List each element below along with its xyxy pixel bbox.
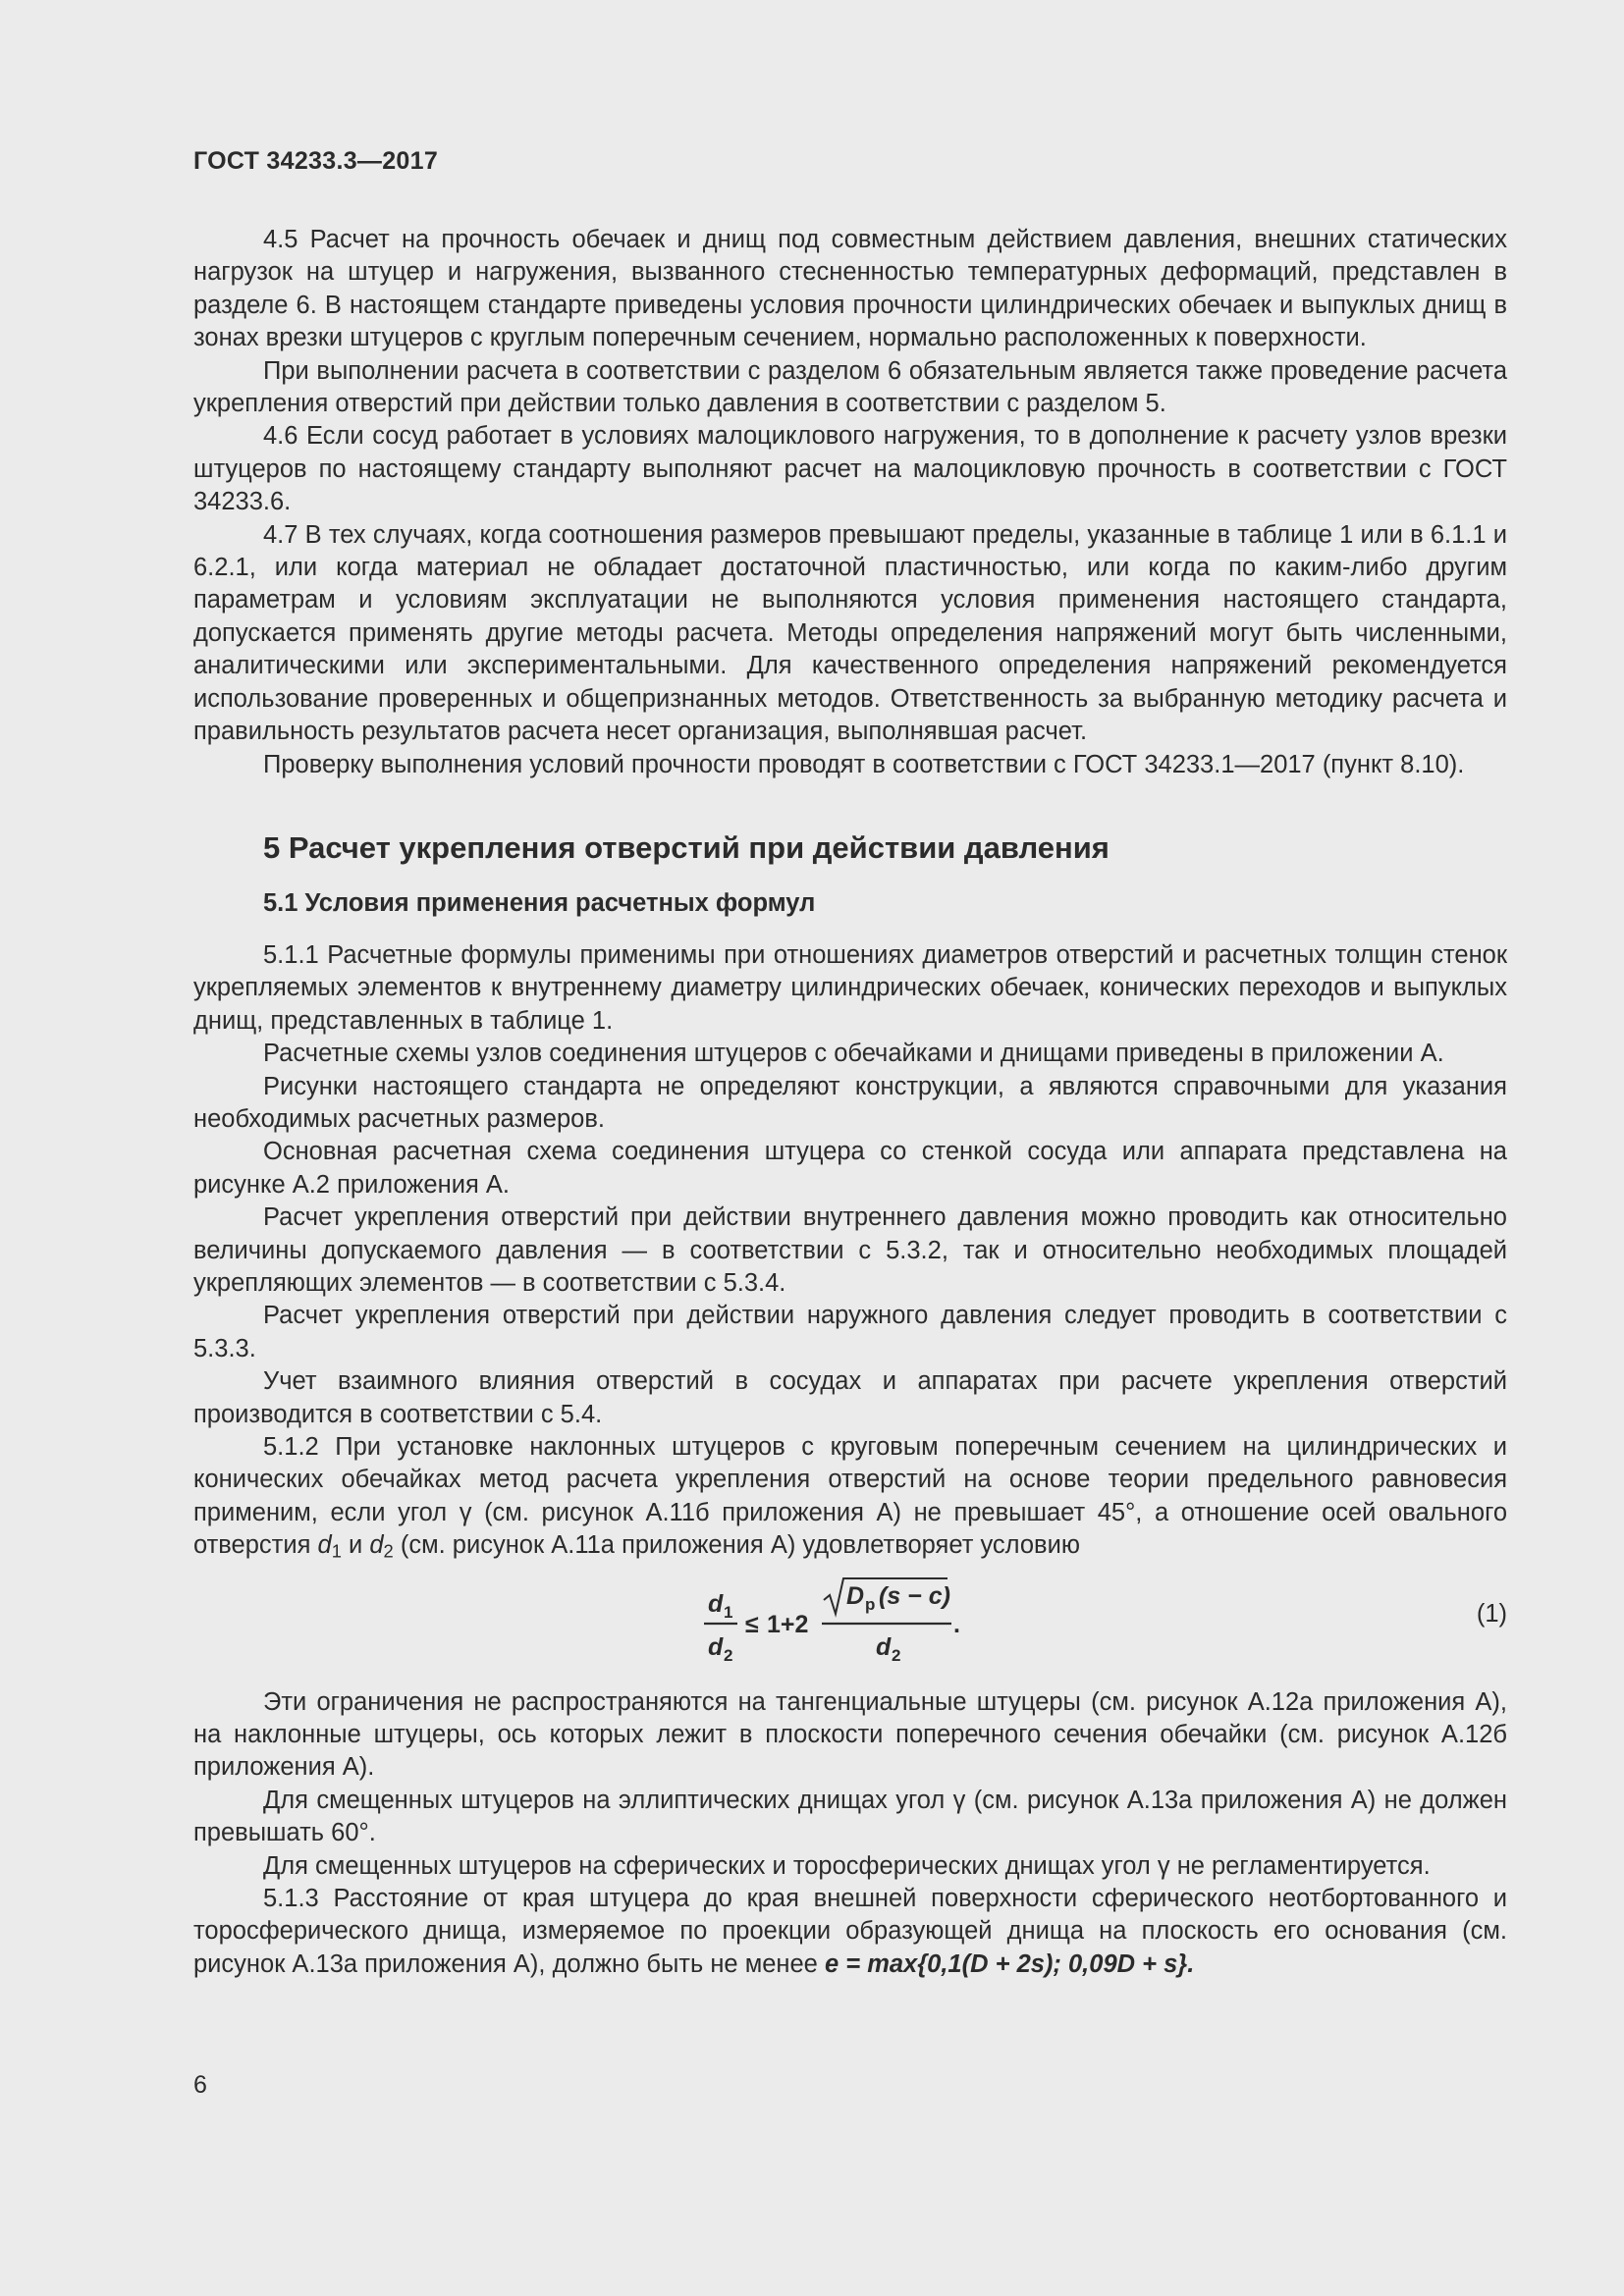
paragraph: 4.6 Если сосуд работает в условиях малоциклового нагружения, то в дополнение к расчету узлов врезки штуцеров по настоящему стандарту выполняют расчет на малоцикловую прочность в соответствии с ГОСТ 34233.6. [193,422,1507,516]
formula-graphic [704,1571,1215,1669]
subsection-title: 5.1 Условия применения расчетных формул [263,888,816,917]
rhs-constant: 1+2 [767,1610,809,1638]
var-d1: d [317,1531,332,1560]
paragraph: 5.1.1 Расчетные формулы применимы при отношениях диаметров отверстий и расчетных толщин стенок укрепляемых элементов к внутреннему диаметру цилиндрических обечаек, конических переходов и выпуклых днищ, представленных в таблице 1. [193,940,1507,1035]
frac-num-sub: 1 [724,1602,733,1622]
frac2-den-sub: 2 [892,1645,901,1665]
paragraph: Учет взаимного влияния отверстий в сосудах и аппаратах при расчете укрепления отверстий производится в соответствии с 5.4. [193,1367,1507,1428]
paragraph-5-1-2: 5.1.2 При установке наклонных штуцеров с круговым поперечным сечением на цилиндрических и конических обечайках метод расчета укрепления отверстий на основе теории предельного равновесия применим, если угол γ (см. рисунок А.11б приложения А) не превышает 45°, а отношение осей овального отверстия $d_1$ и $d_2$ (см. рисунок А.11а приложения А) удовлетворяет условию [193,1433,1507,1562]
paragraph: Для смещенных штуцеров на эллиптических днищах угол γ (см. рисунок А.13а приложения А) не должен превышать 60°. [193,1786,1507,1847]
paragraph: Основная расчетная схема соединения штуцера со стенкой сосуда или аппарата представлена на рисунке А.2 приложения А. [193,1138,1507,1199]
sqrt-paren: (s − c) [879,1581,950,1610]
paragraph: Расчет укрепления отверстий при действии наружного давления следует проводить в соответствии с 5.3.3. [193,1302,1507,1362]
inline-formula-e: e = max{0,1(D + 2s); 0,09D + s}. [824,1949,1195,1978]
page-number: 6 [193,2071,207,2099]
sqrt-D: D [846,1581,865,1610]
para-512-text: 5.1.2 При установке наклонных штуцеров с круговым поперечным сечением на цилиндрических и конических обечайках метод расчета укрепления отверстий на основе теории предельного равновесия применим, если угол γ (см. рисунок А.11б приложения А) не превышает 45°, а отношение осей овального отверстия [193,1433,1507,1560]
paragraph: Расчет укрепления отверстий при действии внутреннего давления можно проводить как относительно величины допускаемого давления — в соответствии с 5.3.2, так и относительно необходимых площадей укрепляющих элементов — в соответствии с 5.3.4. [193,1203,1507,1297]
paragraph: Проверку выполнения условий прочности проводят в соответствии с ГОСТ 34233.1—2017 (пункт 8.10). [263,750,1465,778]
paragraph: 4.7 В тех случаях, когда соотношения размеров превышают пределы, указанные в таблице 1 или в 6.1.1 и 6.2.1, или когда материал не обладает достаточной пластичностью, или когда по каким-либо другим параметрам и условиям эксплуатации не выполняются условия применения настоящего стандарта, допускается применять другие методы расчета. Методы определения напряжений могут быть численными, аналитическими или экспериментальными. Для качественного определения напряжений рекомендуется использование проверенных и общепризнанных методов. Ответственность за выбранную методику расчета и правильность результатов расчета несет организация, выполнявшая расчет. [193,520,1507,746]
frac2-den-d: d [876,1632,892,1661]
frac-num-d: d [708,1589,724,1618]
section-title: 5 Расчет укрепления отверстий при действии давления [263,829,1110,865]
paragraph: 4.5 Расчет на прочность обечаек и днищ под совместным действием давления, внешних статических нагрузок на штуцер и нагружения, вызванного стесненностью температурных деформаций, представлен в разделе 6. В настоящем стандарте приведены условия прочности цилиндрических обечаек и выпуклых днищ в зонах врезки штуцеров с круглым поперечным сечением, нормально расположенных к поверхности. [193,226,1507,352]
frac-den-d: d [708,1632,724,1661]
document-body [193,224,1507,1981]
equation-number: (1) [1476,1599,1507,1628]
paragraph: Расчетные схемы узлов соединения штуцеров с обечайками и днищами приведены в приложении А. [263,1040,1444,1068]
paragraph: Рисунки настоящего стандарта не определяют конструкции, а являются справочными для указания необходимых расчетных размеров. [193,1072,1507,1133]
document-header: ГОСТ 34233.3—2017 [193,147,439,175]
var-d2: d [369,1531,384,1560]
paragraph: При выполнении расчета в соответствии с разделом 6 обязательным является также проведение расчета укрепления отверстий при действии только давления в соответствии с разделом 5. [193,356,1507,418]
formula-end: . [953,1610,960,1638]
paragraph: Для смещенных штуцеров на сферических и торосферических днищах угол γ не регламентируется. [263,1851,1431,1880]
relation-sign: ≤ [745,1610,759,1638]
paragraph: Эти ограничения не распространяются на тангенциальные штуцеры (см. рисунок А.12а приложения А), на наклонные штуцеры, ось которых лежит в плоскости поперечного сечения обечайки (см. рисунок А.12б приложения А). [193,1687,1507,1782]
formula-1 [193,1571,1507,1679]
sqrt-D-sub: p [865,1594,876,1614]
paragraph-5-1-3: 5.1.3 Расстояние от края штуцера до края внешней поверхности сферического неотбортованного и торосферического днища, измеряемое по проекции образующей днища на плоскость его основания (см. рисунок А.13а приложения А), должно быть не менее e = max{0,1(D + 2s); 0,09D + s}. [193,1885,1507,1978]
frac-den-sub: 2 [724,1645,733,1665]
